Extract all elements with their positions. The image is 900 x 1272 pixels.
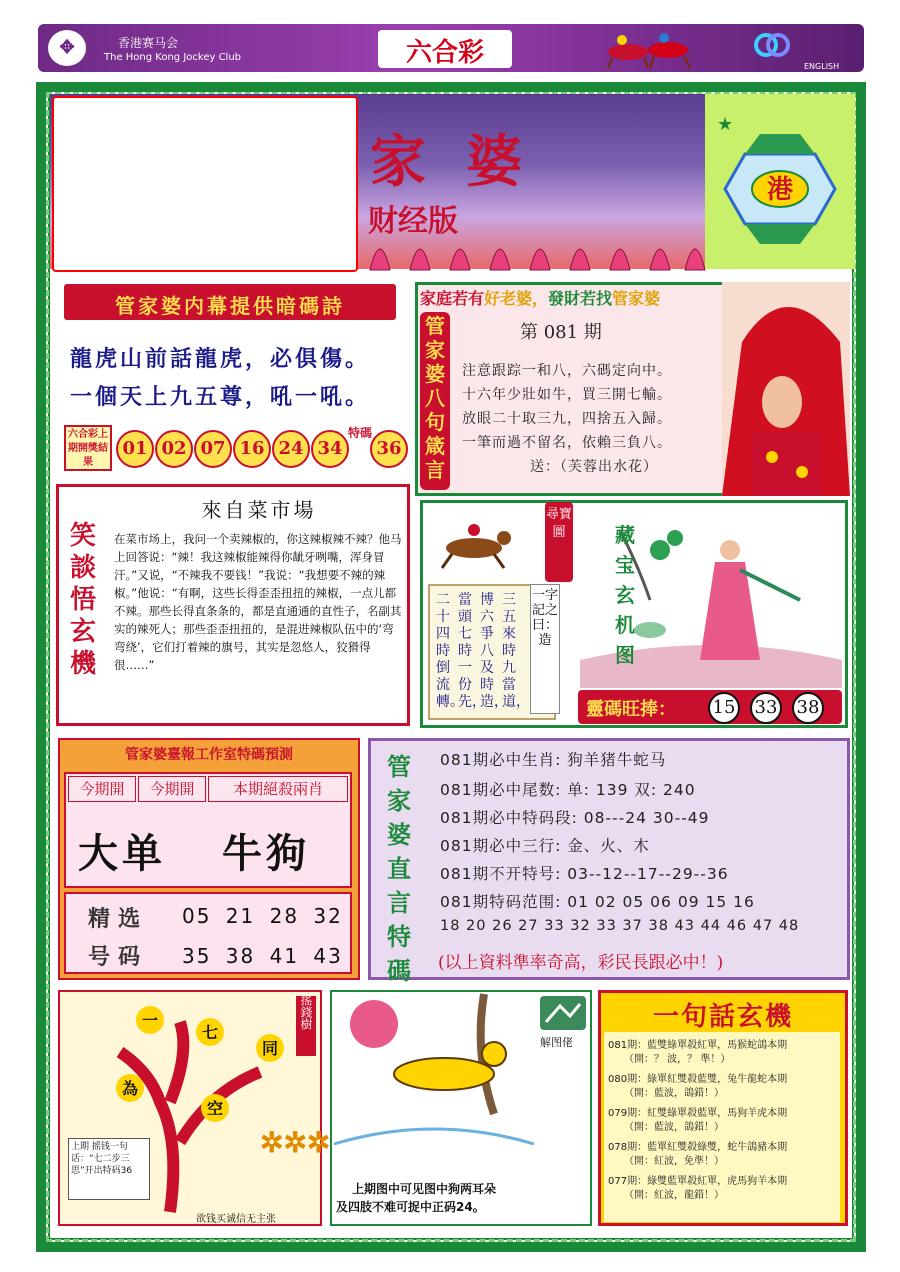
pick-row-2: 35 38 41 43	[182, 944, 343, 968]
direct-note: (以上資料準率奇高，彩民長跟必中！)	[438, 953, 724, 973]
english-link[interactable]: ENGLISH	[804, 62, 840, 71]
result-ball: 07	[194, 430, 232, 468]
tree-note: 上期 摇钱一句话：“七二步三思”开出特码36	[68, 1138, 150, 1200]
lucky-number: 33	[750, 692, 782, 724]
mystic-line: 078期：藍單紅雙殺綠雙，蛇牛鴿豬本期	[608, 1142, 788, 1153]
eight-vertical-title: 管家婆八句箴言	[425, 314, 445, 482]
tree-char: 同	[261, 1039, 279, 1058]
word-hint: 一字記之曰：造	[532, 588, 559, 648]
lucky-label: 靈碼旺捧：	[586, 699, 676, 720]
direct-line: 081期必中生肖: 狗羊猪牛蛇马	[440, 751, 667, 769]
badge-text: 港	[766, 175, 794, 205]
poem-line-1: 龍虎山前話龍虎，必俱傷。	[70, 346, 371, 372]
tree-char: 空	[206, 1099, 224, 1118]
mystic-line: （開：紅波，龍錯！）	[624, 1190, 724, 1201]
jockey-club-logo-icon[interactable]: ✥	[48, 30, 86, 66]
pick-label-1: 精选	[88, 906, 149, 932]
direct-line: 081期必中尾数: 单: 139 双: 240	[440, 781, 696, 799]
eight-header-c: 發財若找	[548, 289, 613, 308]
eight-header-a: 家庭若有	[420, 289, 485, 308]
mystic-line: （開：藍波，鴿錯！）	[624, 1088, 724, 1099]
mystic-line: （開：紅波，免準！）	[624, 1156, 724, 1167]
eight-header-d: 管家婆	[612, 289, 661, 308]
lucky-number: 15	[708, 692, 740, 724]
lantern-icon	[705, 94, 855, 269]
mystic-title: 一句話玄機	[652, 1002, 793, 1032]
pick-label-2: 号码	[88, 944, 149, 970]
dog-puzzle-picture-icon	[334, 994, 534, 1170]
eight-gift: 送：（芙蓉出水花）	[530, 459, 658, 475]
lucky-number: 38	[792, 692, 824, 724]
tree-char: 一	[141, 1011, 159, 1030]
results-label: 六合彩上期開獎結果	[64, 425, 112, 471]
special-ball: 36	[370, 430, 408, 468]
issue-number: 第 081 期	[520, 322, 602, 343]
result-ball: 16	[233, 430, 271, 468]
page-title: 六合彩	[405, 38, 484, 68]
eight-header-b: 好老婆，	[484, 289, 549, 308]
eight-line: 放眼二十取三九，四捨五入歸。	[462, 411, 672, 427]
banner-blank-panel	[52, 96, 358, 272]
treasure-vertical-title: 藏宝玄机图	[615, 523, 635, 667]
tree-caption: 欲钱买诚信无主张	[196, 1214, 276, 1225]
joke-vertical-title: 笑談悟玄機	[69, 521, 96, 679]
mystic-line: 080期：綠單紅雙殺藍雙，兔牛龍蛇本期	[608, 1074, 788, 1085]
hk-badge-panel	[705, 94, 855, 269]
eight-header	[420, 286, 660, 309]
tree-char: 七	[201, 1023, 219, 1042]
jockey-horse-icon	[428, 512, 520, 572]
special-label: 特碼	[348, 426, 373, 440]
banner-subtitle: 财经版	[368, 204, 458, 239]
poem-line-2: 一個天上九五尊，吼一吼。	[70, 384, 371, 410]
scroll-column: 二十四時倒流轉。	[436, 592, 464, 710]
direct-line: 081期不开特号: 03--12--17--29--36	[440, 865, 729, 883]
eight-line: 注意跟踪一和八，六碼定向中。	[462, 363, 672, 379]
result-ball: 24	[272, 430, 310, 468]
direct-panel	[368, 738, 850, 980]
banner-title: 家婆	[370, 129, 562, 195]
pick-row-1: 05 21 28 32	[182, 904, 343, 928]
prediction-cell: 今期開	[68, 776, 136, 802]
joke-title: 來自菜市場	[201, 498, 317, 522]
direct-line: 18 20 26 27 33 32 33 37 38 43 44 46 47 48	[440, 918, 800, 934]
poem-header: 管家婆内幕提供暗碼詩	[115, 294, 345, 318]
puzzle-caption-1: 上期图中可见图中狗两耳朵	[352, 1182, 497, 1196]
direct-vertical-title: 管家婆直言特碼	[387, 752, 411, 985]
eight-line: 一筆而過不留名，依賴三負八。	[462, 435, 672, 451]
solver-icon	[540, 996, 586, 1030]
mystic-line: （開：？ 波，？ 準！）	[624, 1054, 731, 1065]
solver-label: 解图佬	[540, 1036, 573, 1049]
racing-horses-icon	[598, 26, 708, 70]
mystic-line: 077期：綠雙藍單殺紅單，虎馬狗羊本期	[608, 1176, 788, 1187]
result-ball: 02	[155, 430, 193, 468]
prediction-big-single: 大单	[78, 830, 166, 877]
direct-line: 081期必中三行: 金、火、木	[440, 837, 650, 855]
result-ball: 01	[116, 430, 154, 468]
svg-text:★: ★	[717, 114, 734, 135]
tree-label: 搖錢樹	[299, 994, 313, 1030]
lotus-row-icon	[360, 228, 705, 270]
scroll-column: 三五來時九當道，	[502, 592, 530, 710]
prediction-kill-zodiacs: 牛狗	[222, 830, 310, 877]
bride-image-icon	[722, 282, 850, 496]
scroll-column: 當頭七時一份先，	[458, 592, 486, 710]
club-name-en: The Hong Kong Jockey Club	[104, 52, 242, 63]
joke-body: 在菜市场上，我问一个卖辣椒的，你这辣椒辣不辣？他马上回答说：“辣！我这辣椒能辣得你龇牙咧嘴，浑身冒汗。”又说，“不辣我不要钱！”我说：“我想要不辣的辣椒。”他说：“有啊，这些长得歪歪扭扭的辣椒，一点儿都不辣。那些长得直条条的，都是直通通的直性子，名副其实的辣死人；那些歪歪扭扭的，是混进辣椒队伍中的‘弯弯绕’，它们打着辣的旗号，其实是忽悠人，狡猾得很……”	[114, 532, 402, 672]
treasure-label: 尋寶圖	[545, 502, 573, 582]
direct-line: 081期特码范围: 01 02 05 06 09 15 16	[440, 893, 755, 911]
puzzle-caption-2: 及四肢不难可捉中正码24。	[336, 1200, 485, 1214]
prediction-header: 管家婆臺報工作室特碼預測	[125, 747, 293, 763]
result-ball: 34	[311, 430, 349, 468]
rings-logo-icon[interactable]	[752, 30, 792, 60]
mystic-line: （開：藍波，鴿錯！）	[624, 1122, 724, 1133]
prediction-cell: 本期絕殺兩肖	[208, 776, 348, 802]
scroll-column: 博六爭八及時造，	[480, 592, 508, 710]
mystic-line: 079期：紅雙綠單殺藍單，馬狗羊虎本期	[608, 1108, 788, 1119]
svg-text:✲✲✲: ✲✲✲	[260, 1126, 331, 1159]
tree-char: 為	[121, 1079, 139, 1098]
mystic-line: 081期：藍雙綠單殺紅單，馬猴蛇鴿本期	[608, 1040, 788, 1051]
direct-line: 081期必中特码段: 08---24 30--49	[440, 809, 710, 827]
prediction-cell: 今期開	[138, 776, 206, 802]
club-name-cn: 香港赛马会	[118, 36, 179, 50]
eight-line: 十六年少壯如牛，買三開七輸。	[462, 387, 672, 403]
